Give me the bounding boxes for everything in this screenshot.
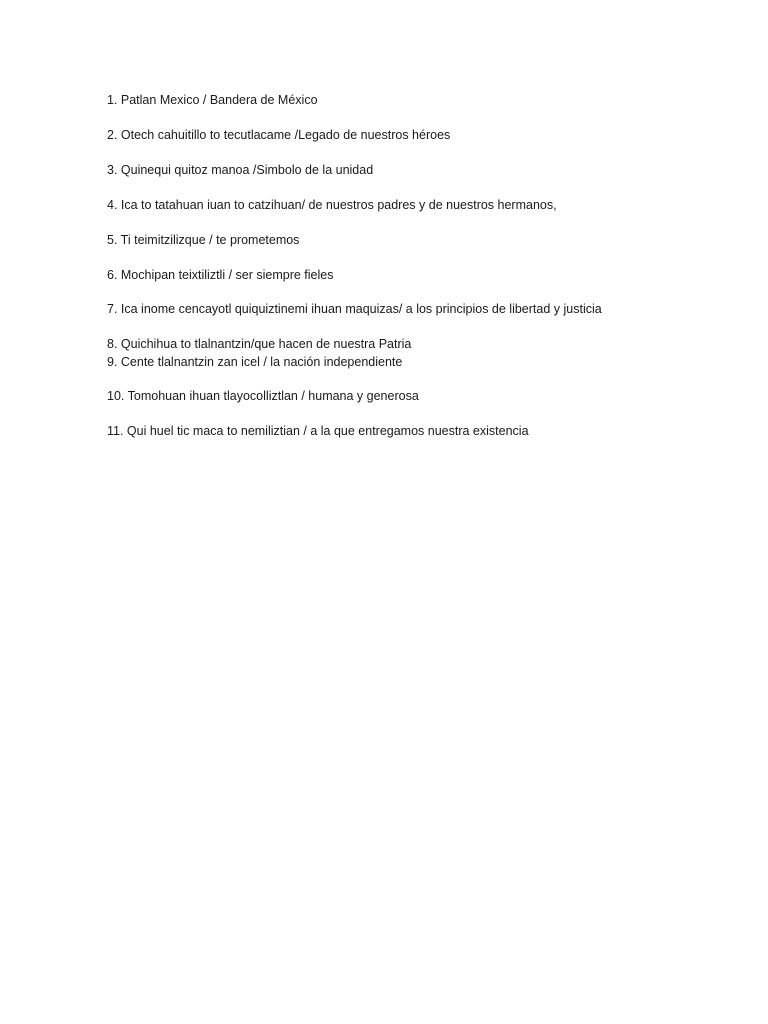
text-line-1: 1. Patlan Mexico / Bandera de México — [107, 93, 318, 107]
text-line-10: 10. Tomohuan ihuan tlayocolliztlan / humana y generosa — [107, 389, 419, 403]
text-line-8: 8. Quichihua to tlalnantzin/que hacen de nuestra Patria — [107, 337, 412, 351]
text-line-11: 11. Qui huel tic maca to nemiliztian / a la que entregamos nuestra existencia — [107, 424, 529, 438]
text-line-9: 9. Cente tlalnantzin zan icel / la nación independiente — [107, 355, 403, 369]
text-line-5: 5. Ti teimitzilizque / te prometemos — [107, 233, 300, 247]
text-line-7: 7. Ica inome cencayotl quiquiztinemi ihuan maquizas/ a los principios de libertad y justicia — [107, 302, 602, 316]
text-line-3: 3. Quinequi quitoz manoa /Simbolo de la unidad — [107, 163, 374, 177]
text-line-6: 6. Mochipan teixtiliztli / ser siempre fieles — [107, 268, 334, 282]
text-line-2: 2. Otech cahuitillo to tecutlacame /Legado de nuestros héroes — [107, 128, 451, 142]
text-line-4: 4. Ica to tatahuan iuan to catzihuan/ de nuestros padres y de nuestros hermanos, — [107, 198, 557, 212]
